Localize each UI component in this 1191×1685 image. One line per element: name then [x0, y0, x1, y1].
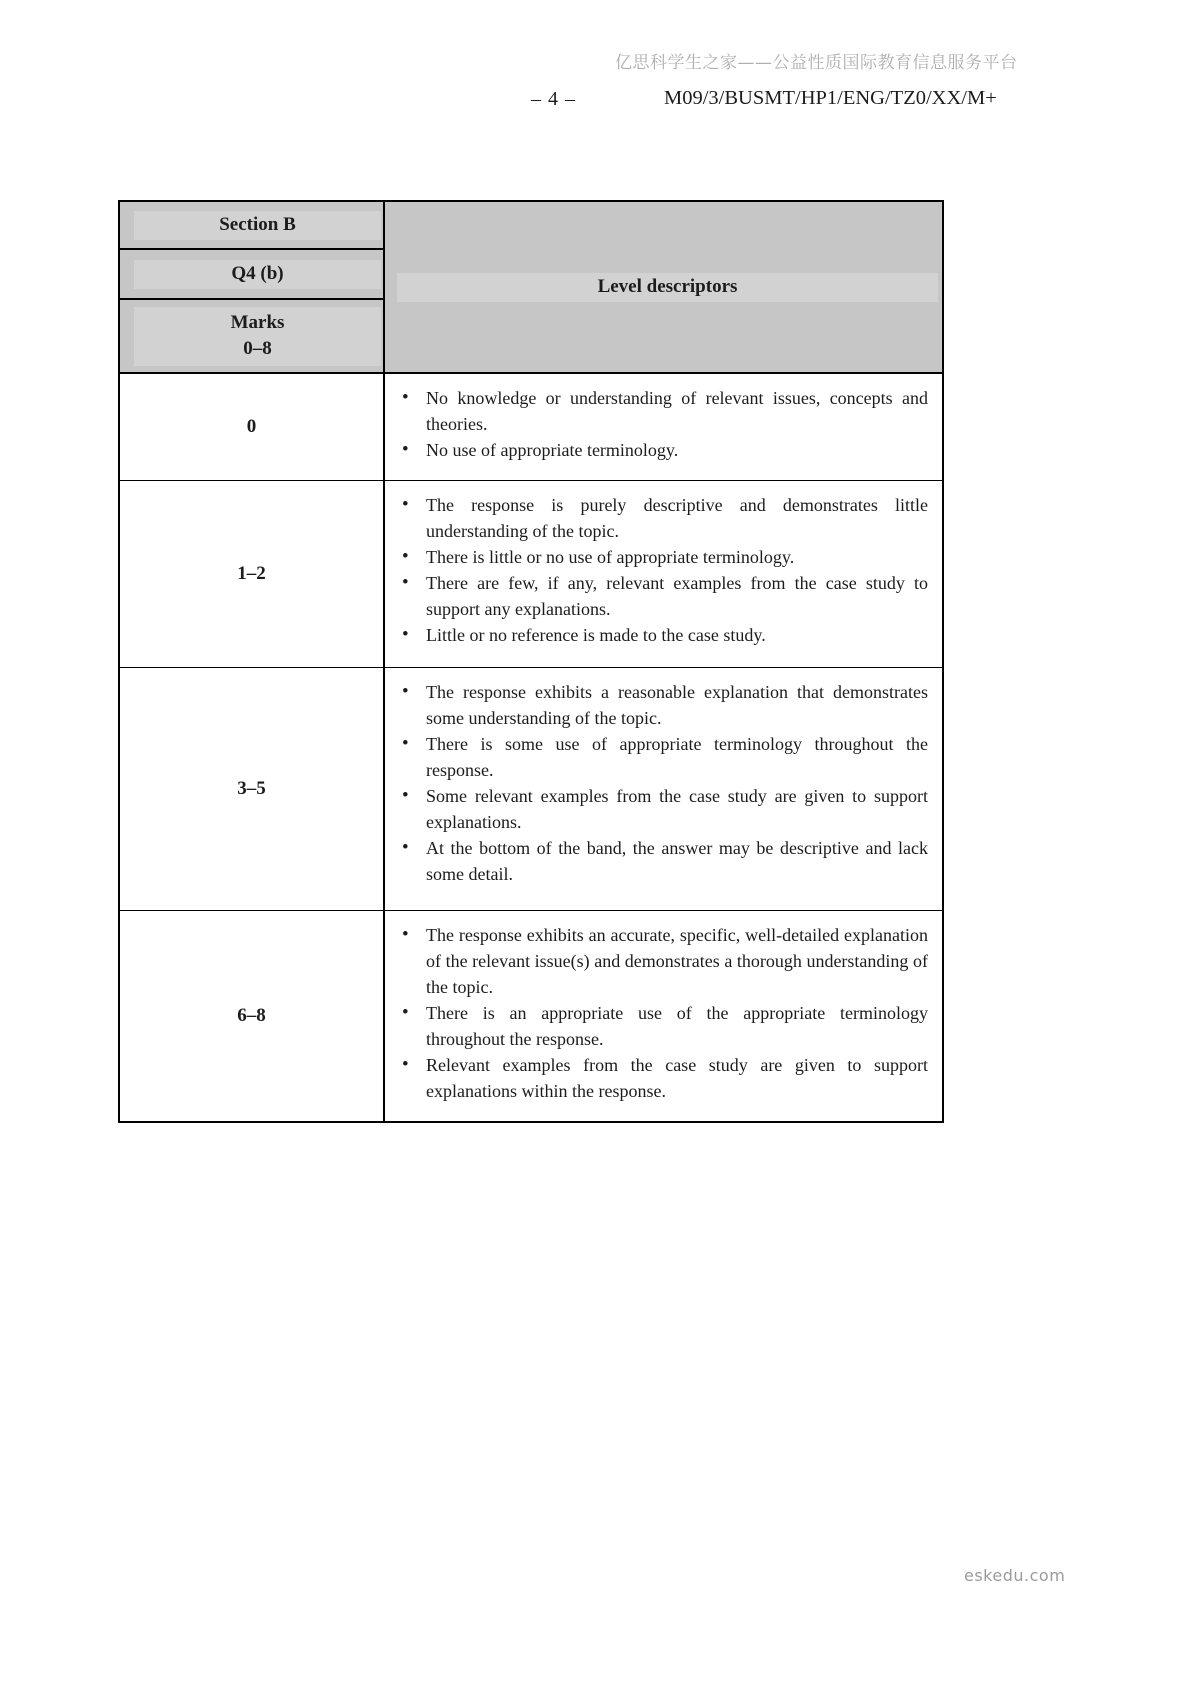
level-descriptors-label: Level descriptors — [397, 273, 937, 302]
marks-cell: 1–2 — [120, 481, 385, 667]
table-header-left-column — [120, 202, 385, 372]
table-row — [120, 911, 942, 1121]
page-number: – 4 – — [531, 88, 576, 110]
table-row — [120, 374, 942, 481]
table-header — [120, 202, 942, 374]
level-descriptors-header-cell — [385, 202, 942, 372]
descriptor-bullet-list — [385, 492, 928, 648]
table-row — [120, 481, 942, 668]
site-watermark: eskedu.com — [964, 1566, 1066, 1585]
table-row — [120, 668, 942, 911]
descriptor-bullet: • Some relevant examples from the case study are given to support explanations. — [385, 783, 928, 835]
descriptor-bullet: • The response is purely descriptive and demonstrates little understanding of the topic. — [385, 492, 928, 544]
section-label: Section B — [134, 211, 381, 240]
marks-cell: 6–8 — [120, 911, 385, 1121]
descriptor-bullet: • At the bottom of the band, the answer may be descriptive and lack some detail. — [385, 835, 928, 887]
table-body — [120, 374, 942, 1121]
descriptor-cell — [385, 668, 942, 910]
descriptor-bullet: • There is some use of appropriate terminology throughout the response. — [385, 731, 928, 783]
descriptor-cell — [385, 374, 942, 480]
descriptor-bullet-list — [385, 922, 928, 1104]
descriptor-bullet: • There is little or no use of appropriate terminology. — [385, 544, 928, 570]
descriptor-bullet-list — [385, 679, 928, 887]
question-header-cell — [120, 248, 383, 298]
descriptor-bullet: • There are few, if any, relevant examples from the case study to support any explanations. — [385, 570, 928, 622]
descriptor-bullet: • No use of appropriate terminology. — [385, 437, 928, 463]
descriptor-bullet: • No knowledge or understanding of relevant issues, concepts and theories. — [385, 385, 928, 437]
question-label: Q4 (b) — [134, 260, 381, 289]
marks-cell: 0 — [120, 374, 385, 480]
chinese-site-watermark: 亿思科学生之家——公益性质国际教育信息服务平台 — [615, 53, 1018, 73]
paper-code: M09/3/BUSMT/HP1/ENG/TZ0/XX/M+ — [664, 87, 997, 109]
marks-range: 0–8 — [243, 337, 272, 359]
section-header-cell — [120, 202, 383, 248]
marks-cell: 3–5 — [120, 668, 385, 910]
descriptor-bullet: • There is an appropriate use of the appropriate terminology throughout the response. — [385, 1000, 928, 1052]
descriptor-bullet: • The response exhibits a reasonable explanation that demonstrates some understanding of the topic. — [385, 679, 928, 731]
descriptor-cell — [385, 481, 942, 667]
descriptor-bullet: • Little or no reference is made to the case study. — [385, 622, 928, 648]
descriptor-bullet: • Relevant examples from the case study are given to support explanations within the response. — [385, 1052, 928, 1104]
descriptor-bullet-list — [385, 385, 928, 463]
marks-header-cell — [120, 298, 383, 372]
descriptor-bullet: • The response exhibits an accurate, specific, well-detailed explanation of the relevant issue(s) and demonstrates a thorough understanding of the topic. — [385, 922, 928, 1000]
marks-label: Marks — [230, 311, 285, 333]
markband-table — [118, 200, 944, 1123]
descriptor-cell — [385, 911, 942, 1121]
